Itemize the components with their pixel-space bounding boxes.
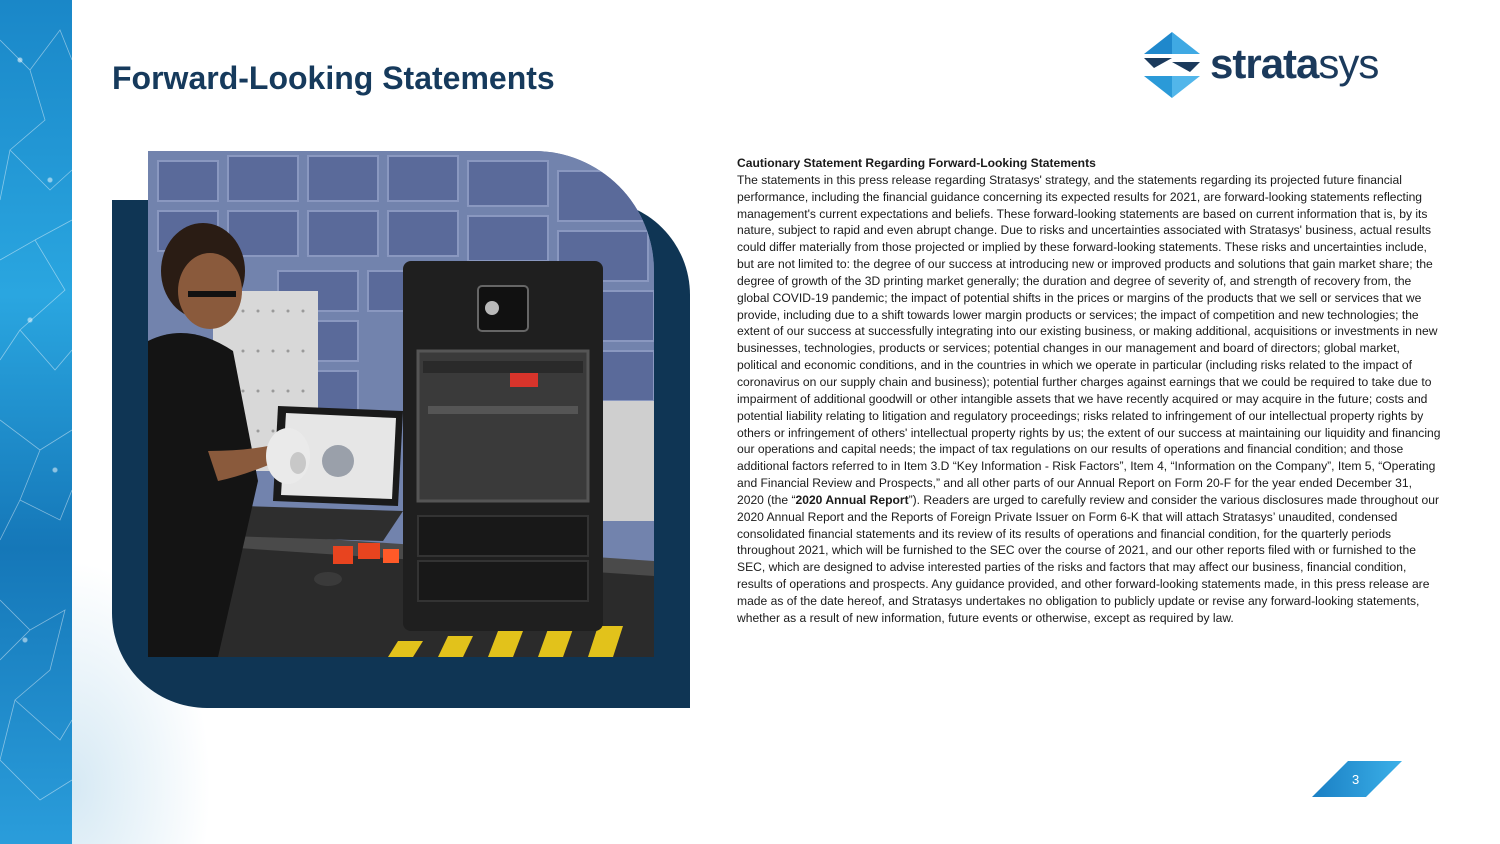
statement-heading: Cautionary Statement Regarding Forward-Looking Statements [737, 156, 1096, 170]
statement-body-part2: ”). Readers are urged to carefully review and consider the various disclosures made throughout our 2020 Annual Report and the Reports of Foreign Private Issuer on Form 6-K that will attach Stratasys’ unaudited, condensed consolidated financial statements and its review of its results of operations and financial condition, for the quarterly periods throughout 2021, which will be furnished to the SEC over the course of 2021, and our other reports filed with or furnished to the SEC, which are designed to advise interested parties of the risks and factors that may affect our business, financial condition, results of operations and prospects. Any guidance provided, and other forward-looking statements made, in this press release are made as of the date hereof, and Stratasys undertakes no obligation to publicly update or revise any forward-looking statements, whether as a result of new information, future events or otherwise, except as required by law. [737, 492, 1440, 625]
page-number-badge [1312, 761, 1402, 797]
printer-workshop-photo [148, 151, 654, 657]
logo-wordmark [1210, 40, 1378, 88]
stratasys-logo [1144, 32, 1394, 102]
decorative-network-strip [0, 0, 72, 844]
logo-wordmark-light: sys [1318, 40, 1379, 87]
page-number: 3 [1352, 772, 1360, 787]
page-title: Forward-Looking Statements [112, 60, 555, 96]
logo-wordmark-bold: strata [1210, 40, 1319, 87]
stratasys-logo-icon [1144, 32, 1200, 98]
statement-body-part1: The statements in this press release regarding Stratasys' strategy, and the statements regarding its projected future financial performance, including the financial guidance concerning its expected results for 2021, are forward-looking statements reflecting management's current expectations and beliefs. These forward-looking statements are based on current information that is, by its nature, subject to rapid and even abrupt change. Due to risks and uncertainties associated with Stratasys' business, actual results could differ materially from those projected or implied by these forward-looking statements. These risks and uncertainties include, but are not limited to: the degree of our success at introducing new or improved products and solutions that gain market share; the degree of growth of the 3D printing market generally; the duration and degree of severity of, and strength of recovery from, the global COVID-19 pandemic; the impact of potential shifts in the prices or margins of the products that we sell or services that we provide, including due to a shift towards lower margin products or services; the impact of competition and new technologies; the extent of our success at successfully integrating into our existing business, or making additional, acquisitions or investments in new businesses, technologies, products or services; potential changes in our management and board of directors; global market, political and economic conditions, and in the countries in which we operate in particular (including risks related to the impact of coronavirus on our supply chain and business); potential further charges against earnings that we could be required to take due to impairment of additional goodwill or other intangible assets that we have recently acquired or may acquire in the future; costs and potential liability relating to litigation and regulatory proceedings; risks related to infringement of our intellectual property rights by others or infringement of others' intellectual property rights by us; the extent of our success at maintaining our liquidity and financing our operations and capital needs; the impact of tax regulations on our results of operations and financial condition; and those additional factors referred to in Item 3.D “Key Information - Risk Factors”, Item 4, “Information on the Company”, Item 5, “Operating and Financial Review and Prospects,” and all other parts of our Annual Report on Form 20-F for the year ended December 31, 2020 (the “ [737, 172, 1441, 507]
cautionary-statement [737, 155, 1442, 627]
statement-body-bold: 2020 Annual Report [795, 492, 909, 507]
